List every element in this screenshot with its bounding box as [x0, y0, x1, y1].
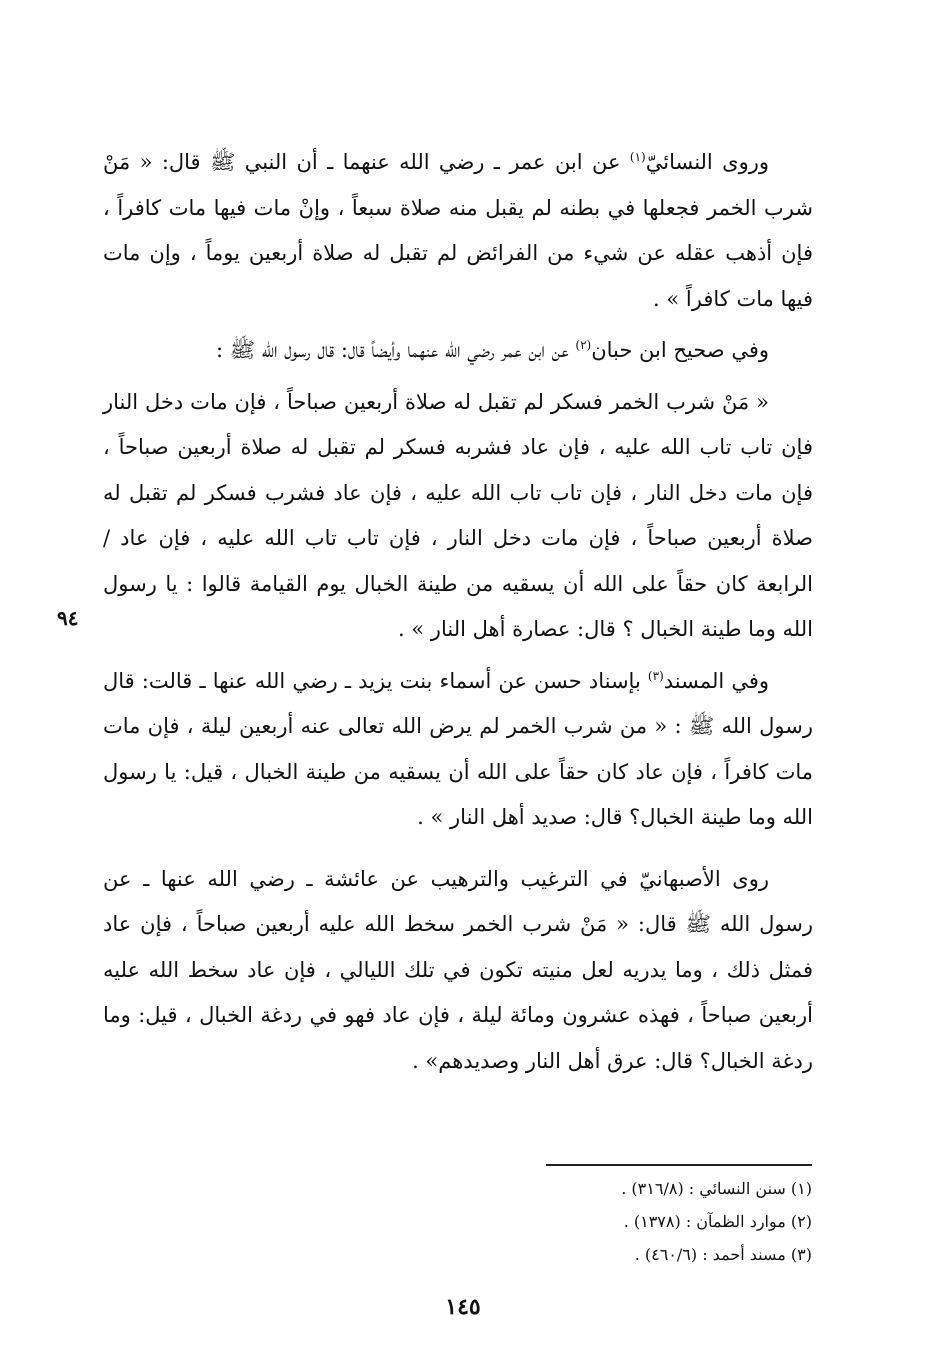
paragraph-ibn-hibban-intro	[103, 328, 813, 374]
paragraph-text: وفي صحيح ابن حبان	[591, 338, 769, 362]
paragraph-ibn-hibban-hadith	[103, 380, 813, 653]
paragraph-nasai-hadith	[103, 140, 813, 322]
footnote-item: (١) سنن النسائي : (٣١٦/٨) .	[621, 1179, 812, 1198]
paragraph-text: بإسناد حسن عن أسماء بنت يزيد ـ رضي الله عنها ـ قالت: قال رسول الله ﷺ : « من شرب الخمر لم يرض الله تعالى عنه أربعين ليلة ، فإن مات مات كافراً ، فإن عاد كان حقاً على الله أن يسقيه من طينة الخبال ، قيل: يا رسول الله وما طينة الخبال؟ قال: صديد أهل النار » .	[103, 668, 813, 829]
footnotes	[546, 1172, 812, 1271]
footnote-divider	[546, 1164, 812, 1166]
footnote-marker: (٢)	[575, 338, 592, 352]
page-number: ١٤٥	[445, 1294, 481, 1320]
footnote-item: (٣) مسند أحمد : (٤٦٠/٦) .	[634, 1245, 812, 1264]
paragraph-text: وفي المسند	[663, 668, 770, 693]
paragraph-text: وروى النسائيّ	[645, 150, 770, 174]
footnote-marker: (٣)	[647, 668, 664, 683]
footnote-marker: (١)	[629, 150, 646, 164]
paragraph-asbahani-hadith	[103, 857, 813, 1085]
paragraph-musnad-hadith	[103, 659, 813, 841]
main-text	[103, 140, 813, 1090]
margin-reference-number: ٩٤	[57, 606, 79, 630]
paragraph-text: روى الأصبهانيّ في الترغيب والترهيب عن عائشة ـ رضي الله عنها ـ عن رسول الله ﷺ قال: « مَنْ شرب الخمر سخط الله عليه أربعين صباحاً ، فإن عاد فمثل ذلك ، وما يدريه لعل منيته تكون في تلك الليالي ، فإن عاد سخط الله عليه أربعين صباحاً ، فهذه عشرون ومائة ليلة ، فإن عاد فهو في ردغة الخبال ، قيل: وما ردغة الخبال؟ قال: عرق أهل النار وصديدهم» .	[103, 866, 813, 1073]
paragraph-text: عن ابن عمر ـ رضي الله عنهما ـ أن النبي ﷺ قال: « مَنْ شرب الخمر فجعلها في بطنه لم يقبل منه صلاة سبعاً ، وإنْ مات فيها مات كافراً ، فإن أذهب عقله عن شيء من الفرائض لم تقبل له صلاة أربعين يوماً ، وإن مات فيها مات كافراً » .	[103, 150, 813, 311]
paragraph-text: « مَنْ شرب الخمر فسكر لم تقبل له صلاة أربعين صباحاً ، فإن مات دخل النار فإن تاب تاب الله عليه ، فإن عاد فشربه فسكر لم تقبل له صلاة أربعين صباحاً ، فإن مات دخل النار ، فإن تاب تاب الله عليه ، فإن عاد فشرب فسكر لم تقبل له صلاة أربعين صباحاً ، فإن مات دخل النار ، فإن تاب تاب الله عليه ، فإن عاد / الرابعة كان حقاً على الله أن يسقيه من طينة الخبال يوم القيامة قالوا : يا رسول الله وما طينة الخبال ؟ قال: عصارة أهل النار » .	[103, 389, 814, 641]
footnote-item: (٢) موارد الظمآن : (١٣٧٨) .	[623, 1212, 812, 1231]
paragraph-text: عن ابن عمر رضي الله عنهما وأيضاً قال: قال رسول الله ﷺ :	[216, 338, 576, 362]
